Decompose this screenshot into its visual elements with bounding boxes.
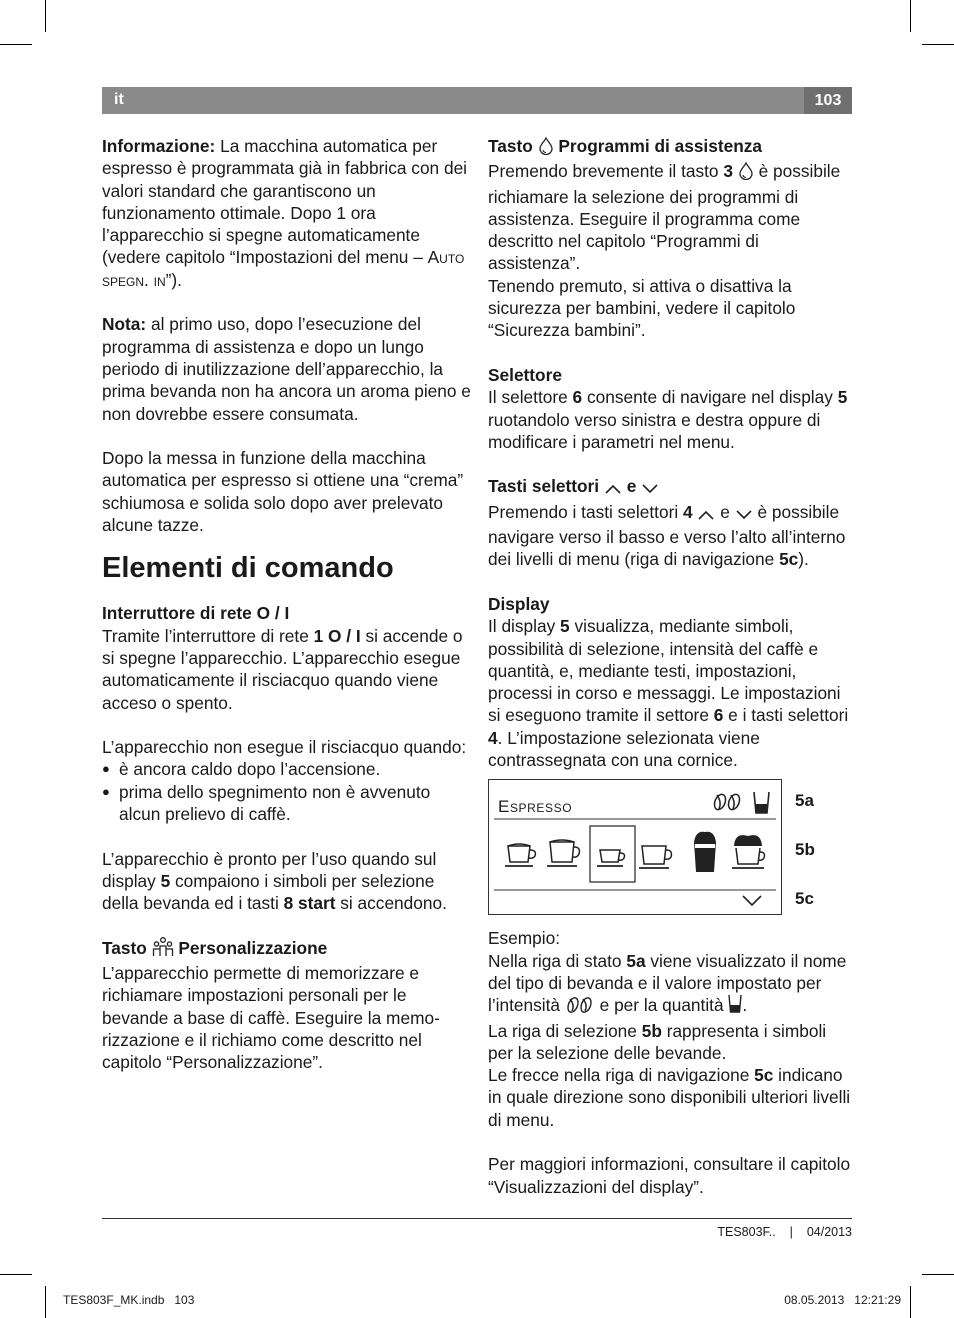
display-paragraph — [488, 615, 852, 771]
ref-5a: 5a — [626, 950, 646, 971]
crop-mark — [45, 1286, 46, 1318]
pers-heading-prefix: Tasto — [102, 937, 152, 958]
crop-mark — [0, 1274, 32, 1275]
ref-4: 4 — [488, 727, 498, 748]
left-column — [102, 135, 474, 1074]
quantity-cup-icon — [728, 994, 742, 1019]
list-item: ● è ancora caldo dopo l’accensione. — [102, 758, 474, 780]
example-paragraph — [488, 950, 852, 1020]
latte-glass-icon — [694, 832, 716, 872]
power-heading — [102, 602, 474, 624]
selector-heading — [488, 364, 852, 386]
nav-row-paragraph — [488, 1064, 852, 1131]
keys-heading — [488, 475, 852, 500]
display-heading-text: Display — [488, 593, 550, 614]
keys-text: Premendo i tasti selettori — [488, 501, 683, 522]
ready-text-end: si accendono. — [335, 893, 447, 914]
selector-text: Il selettore — [488, 387, 573, 408]
power-heading-text: Interruttore di rete O / I — [102, 603, 290, 624]
crop-mark — [922, 44, 954, 45]
chevron-down-icon — [641, 478, 659, 500]
crop-mark — [910, 1286, 911, 1318]
ref-5b: 5b — [641, 1020, 662, 1041]
ready-text-mid: compaiono i simboli per selezione della bevanda ed i tasti — [102, 870, 435, 914]
power-text-end: si accende o si spegne l’apparecchio. L’apparecchio esegue automaticamente il risciacquo quando viene acceso o spento. — [102, 625, 463, 713]
chevron-up-icon — [604, 478, 622, 500]
display-text-end: . L’impostazione selezionata viene contrassegnata con una cornice. — [488, 727, 760, 771]
power-paragraph — [102, 625, 474, 714]
info-label: Informazione: — [102, 136, 216, 156]
chevron-down-icon — [735, 504, 753, 526]
section-title: Elementi di comando — [102, 552, 394, 585]
ref-5c: 5c — [779, 549, 799, 570]
service-heading-text: Programmi di assistenza — [553, 136, 763, 156]
page-number: 103 — [804, 87, 852, 114]
page-footer — [717, 1225, 852, 1239]
language-code: it — [114, 91, 124, 108]
people-icon — [152, 937, 174, 962]
selection-frame — [590, 826, 635, 882]
label-5a: 5a — [795, 791, 814, 811]
service-heading — [488, 135, 852, 160]
example-label: Esempio: — [488, 928, 561, 949]
example-text-end: . — [742, 995, 748, 1016]
ref-6: 6 — [572, 387, 583, 408]
chevron-down-icon — [743, 896, 761, 905]
ref-5: 5 — [160, 870, 171, 891]
ref-5c: 5c — [754, 1065, 774, 1086]
info-paragraph — [102, 135, 474, 291]
service-drop-icon — [538, 137, 554, 160]
selection-row-text-end: rappresenta i simboli per la selezione delle bevande. — [488, 1020, 827, 1063]
rinse-intro: L’apparecchio non esegue il risciacquo quando: — [102, 737, 467, 758]
imprint-timestamp: 08.05.2013 12:21:29 — [784, 1293, 901, 1307]
keys-text-and: e — [715, 501, 735, 522]
service-text: Premendo brevemente il tasto — [488, 161, 724, 182]
selector-paragraph — [488, 386, 852, 453]
ref-3: 3 — [723, 161, 733, 182]
cappuccino-cup-icon — [732, 835, 765, 868]
info-text-end: ”). — [165, 269, 182, 290]
more-info-paragraph: Per maggiori informazioni, consultare il capitolo “Visualizzazioni del display”. — [488, 1154, 851, 1197]
espresso-cup-icon — [597, 850, 625, 866]
keys-heading-text: Tasti selettori — [488, 476, 604, 497]
ref-4: 4 — [682, 501, 693, 522]
note-label: Nota: — [102, 314, 147, 335]
info-text: La macchina automatica per espresso è programmata già in fabbrica con dei valori standard che garantiscono un funzionamento ottimale. Dopo 1 ora l’apparecchio si spegne automaticamente (vedere capitolo “Impostazioni del menu – — [102, 136, 468, 268]
keys-paragraph — [488, 501, 852, 571]
personalization-heading — [102, 937, 474, 962]
service-paragraph — [488, 160, 852, 274]
ref-6: 6 — [713, 705, 724, 726]
display-text: Il display — [488, 616, 561, 637]
label-5b: 5b — [795, 840, 815, 860]
ref-5: 5 — [837, 387, 848, 408]
crop-mark — [910, 0, 911, 32]
ready-paragraph — [102, 848, 474, 915]
note-paragraph — [102, 313, 474, 424]
display-heading — [488, 593, 852, 615]
selector-text-end: ruotandolo verso sinistra e destra oppure di modificare i parametri nel menu. — [488, 409, 821, 452]
power-text: Tramite l’interruttore di rete — [102, 625, 314, 646]
ready-text: L’apparecchio è pronto per l’uso quando sul display — [102, 848, 437, 891]
nav-row-text: Le frecce nella riga di navigazione — [488, 1065, 755, 1086]
model-number: TES803F.. — [717, 1225, 776, 1239]
coffee-cup-icon — [505, 844, 535, 866]
power-ref: 1 O / I — [313, 625, 361, 646]
display-text-mid2: e i tasti selettori — [723, 705, 849, 726]
ref-5: 5 — [560, 616, 570, 637]
service-text-end: è possibile richiamare la selezione dei programmi di assistenza. Eseguire il programma come descritto nel capitolo “Programmi di assistenza”. — [488, 161, 841, 274]
example-text-mid2: e per la quantità — [594, 995, 729, 1016]
ref-8-start: 8 start — [283, 893, 336, 914]
coffee-mug-icon — [639, 846, 671, 868]
service-drop-icon — [738, 162, 754, 185]
keys-text-mid: è possibile navigare verso il basso e verso l’alto all’interno dei livelli di menu (riga di navigazione — [488, 501, 846, 570]
footer-divider — [102, 1218, 852, 1219]
selector-text-mid: consente di navigare nel display — [582, 387, 838, 408]
child-lock-paragraph: Tenendo premuto, si attiva o disattiva la sicurezza per bambini, vedere il capitolo “Sicurezza bambini”. — [488, 275, 796, 341]
example-text-mid: viene visualizzato il nome del tipo di bevanda e il valore impostato per l’intensità — [488, 950, 847, 1016]
example-text: Nella riga di stato — [488, 950, 627, 971]
crema-paragraph: Dopo la messa in funzione della macchina automatica per espresso si ottiene una “crema” schiumosa e solida solo dopo aver prelevato alcune tazze. — [102, 448, 464, 536]
menu-item-ref: Auto spegn. in — [102, 247, 465, 290]
display-figure — [488, 779, 815, 915]
footer-separator: | — [789, 1225, 793, 1239]
display-text-mid: visualizza, mediante simboli, possibilità di selezione, intensità del caffè e quantità, e, mediante testi, impostazioni, processi in corso e messaggi. Le impostazioni si eseguono tramite il settore — [488, 616, 841, 726]
keys-text-end: ). — [798, 549, 809, 570]
crop-mark — [0, 44, 32, 45]
quantity-cup-icon — [754, 792, 769, 813]
rinse-list — [102, 758, 474, 825]
nav-row-text-end: indicano in quale direzione sono disponibili ulteriori livelli di menu. — [488, 1065, 851, 1130]
coffee-cup-large-icon — [547, 840, 579, 866]
personalization-paragraph: L’apparecchio permette di memorizzare e richiamare impostazioni personali per le bevande a base di caffè. Eseguire la memorizzazione e il richiamo come descritto nel capitolo “Personalizzazione”. — [102, 963, 440, 1073]
crop-mark — [45, 0, 46, 32]
footer-date: 04/2013 — [806, 1225, 852, 1239]
bean-icon — [565, 996, 595, 1019]
page-header — [102, 87, 852, 114]
selection-row-text: La riga di selezione — [488, 1020, 642, 1041]
imprint-file: TES803F_MK.indb 103 — [63, 1293, 195, 1307]
chevron-up-icon — [697, 504, 715, 526]
bean-icon — [712, 793, 741, 812]
selector-heading-text: Selettore — [488, 364, 562, 385]
list-item: ● prima dello spegnimento non è avvenuto alcun prelievo di caffè. — [102, 781, 474, 826]
pers-heading-text: Personalizzazione — [173, 937, 328, 958]
note-text: al primo uso, dopo l’esecuzione del programma di assistenza e dopo un lungo periodo di inutilizzazione dell’apparecchio, la prima bevanda non ha ancora un aroma pieno e non dovrebbe essere consumata. — [102, 314, 471, 424]
right-column — [488, 135, 852, 1198]
label-5c: 5c — [795, 889, 814, 909]
crop-mark — [922, 1274, 954, 1275]
display-status-text: Espresso — [498, 797, 573, 817]
selection-row-paragraph — [488, 1020, 852, 1065]
keys-heading-and: e — [621, 476, 642, 497]
service-heading-prefix: Tasto — [488, 136, 538, 156]
